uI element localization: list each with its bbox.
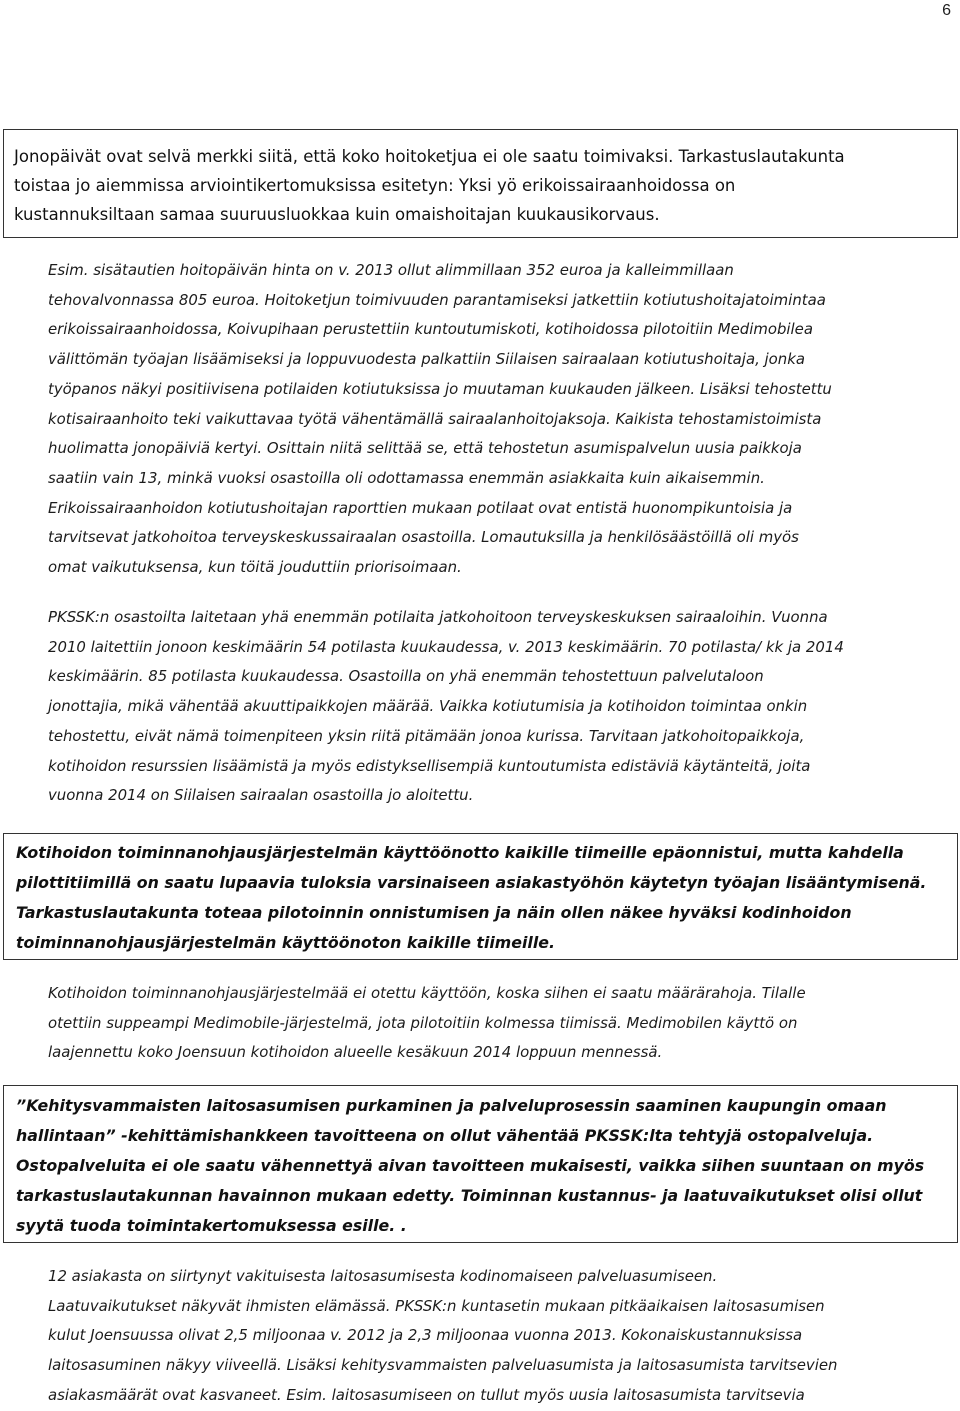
text-line: Kotihoidon toiminnanohjausjärjestelmää ei otettu käyttöön, koska siihen ei saatu määrärahoja. Tilalle <box>48 984 806 1002</box>
text-line: 12 asiakasta on siirtynyt vakituisesta laitosasumisesta kodinomaiseen palveluasumiseen. <box>48 1267 718 1285</box>
text-line: huolimatta jonopäiviä kertyi. Osittain niitä selittää se, että tehostetun asumispalvelun uusia paikkoja <box>48 439 802 458</box>
text-line: laajennettu koko Joensuun kotihoidon alueelle kesäkuun 2014 loppuun mennessä. <box>48 1043 663 1062</box>
text-line: PKSSK:n osastoilta laitetaan yhä enemmän potilaita jatkohoitoon terveyskeskuksen sairaaloihin. Vuonna <box>48 608 828 626</box>
text-line: Ostopalveluita ei ole saatu vähennettyä aivan tavoitteen mukaisesti, vaikka siihen suuntaan on myös <box>16 1156 925 1175</box>
text-line: kulut Joensuussa olivat 2,5 miljoonaa v. 2012 ja 2,3 miljoonaa vuonna 2013. Kokonaiskustannuksissa <box>48 1326 803 1345</box>
text-line: syytä tuoda toimintakertomuksessa esille. . <box>16 1216 407 1235</box>
highlight-box-hoitoketju <box>3 129 958 238</box>
text-line: työpanos näkyi positiivisena potilaiden kotiutuksissa jo muutaman kuukauden jälkeen. Lisäksi tehostettu <box>48 379 832 398</box>
highlight-box-text <box>16 838 957 958</box>
text-line: pilottitiimillä on saatu lupaavia tuloksia varsinaiseen asiakastyöhön käytetyn työajan lisääntymisenä. <box>16 873 927 892</box>
highlight-box-text <box>14 142 957 229</box>
text-line: laitosasuminen näkyy viiveellä. Lisäksi kehitysvammaisten palveluasumista ja laitosasumista tarvitsevien <box>48 1356 838 1375</box>
text-line: Laatuvaikutukset näkyvät ihmisten elämässä. PKSSK:n kuntasetin mukaan pitkäaikaisen laitosasumisen <box>48 1296 825 1315</box>
text-line: tehostettu, eivät nämä toimenpiteen yksin riitä pitämään jonoa kurissa. Tarvitaan jatkohoitopaikkoja, <box>48 726 805 745</box>
paragraph-toiminnanohjaus <box>48 979 953 1068</box>
text-line: Kotihoidon toiminnanohjausjärjestelmän käyttöönotto kaikille tiimeille epäonnistui, mutta kahdella <box>16 843 904 862</box>
text-line: tarvitsevat jatkohoitoa terveyskeskussairaalan osastoilla. Lomautuksilla ja henkilösäästöillä oli myös <box>48 528 799 547</box>
text-line: keskimäärin. 85 potilasta kuukaudessa. Osastoilla on yhä enemmän tehostettuun palvelutaloon <box>48 667 764 686</box>
highlight-box-kehitysvammaiset <box>3 1085 958 1243</box>
text-line: jonottajia, mikä vähentää akuuttipaikkojen määrää. Vaikka kotiutumisia ja kotihoidon toimintaa onkin <box>48 697 808 716</box>
text-line: erikoissairaanhoidossa, Koivupihaan perustettiin kuntoutumiskoti, kotihoidossa pilotoitiin Medimobilea <box>48 320 813 339</box>
text-line: kustannuksiltaan samaa suuruusluokkaa kuin omaishoitajan kuukausikorvaus. <box>14 205 660 224</box>
text-line: tarkastuslautakunnan havainnon mukaan edetty. Toiminnan kustannus- ja laatuvaikutukset olisi ollut <box>16 1186 923 1205</box>
text-line: tehovalvonnassa 805 euroa. Hoitoketjun toimivuuden parantamiseksi jatkettiin kotiutushoitajatoimintaa <box>48 290 826 309</box>
text-line: Tarkastuslautakunta toteaa pilotoinnin onnistumisen ja näin ollen näkee hyväksi kodinhoidon <box>16 903 852 922</box>
text-line: kotihoidon resurssien lisäämistä ja myös edistyksellisempiä kuntoutumista edistäviä käytänteitä, joita <box>48 756 811 775</box>
paragraph-hoitopaiva <box>48 256 953 583</box>
text-line: toistaa jo aiemmissa arviointikertomuksissa esitetyn: Yksi yö erikoissairaanhoidossa on <box>14 176 736 195</box>
text-line: 2010 laitettiin jonoon keskimäärin 54 potilasta kuukaudessa, v. 2013 keskimäärin. 70 potilasta/ kk ja 2014 <box>48 637 844 656</box>
text-line: hallintaan” -kehittämishankkeen tavoitteena on ollut vähentää PKSSK:lta tehtyjä ostopalveluja. <box>16 1126 874 1145</box>
text-line: saatiin vain 13, minkä vuoksi osastoilla oli odottamassa enemmän asiakkaita kuin aikaisemmin. <box>48 468 765 487</box>
text-line: Jonopäivät ovat selvä merkki siitä, että koko hoitoketjua ei ole saatu toimivaksi. Tarkastuslautakunta <box>14 147 845 166</box>
text-line: asiakasmäärät ovat kasvaneet. Esim. laitosasumiseen on tullut myös uusia laitosasumista tarvitsevia <box>48 1385 805 1404</box>
text-line: toiminnanohjausjärjestelmän käyttöönoton kaikille tiimeille. <box>16 933 555 952</box>
page-number: 6 <box>942 2 951 19</box>
text-line: kotisairaanhoito teki vaikuttavaa työtä vähentämällä sairaalanhoitojaksoja. Kaikista tehostamistoimista <box>48 409 822 428</box>
paragraph-pkssk-osastot <box>48 603 953 811</box>
text-line: otettiin suppeampi Medimobile-järjestelmä, jota pilotoitiin kolmessa tiimissä. Medimobilen käyttö on <box>48 1013 798 1032</box>
text-line: välittömän työajan lisäämiseksi ja loppuvuodesta palkattiin Siilaisen sairaalaan kotiutushoitaja, jonka <box>48 350 805 369</box>
text-line: Erikoissairaanhoidon kotiutushoitajan raporttien mukaan potilaat ovat entistä huonompikuntoisia ja <box>48 498 793 517</box>
highlight-box-kotihoito <box>3 833 958 960</box>
highlight-box-text <box>16 1091 957 1241</box>
paragraph-laitosasuminen <box>48 1262 953 1411</box>
text-line: omat vaikutuksensa, kun töitä jouduttiin priorisoimaan. <box>48 558 462 577</box>
text-line: vuonna 2014 on Siilaisen sairaalan osastoilla jo aloitettu. <box>48 786 474 805</box>
text-line: Esim. sisätautien hoitopäivän hinta on v. 2013 ollut alimmillaan 352 euroa ja kalleimmillaan <box>48 261 734 279</box>
text-line: ”Kehitysvammaisten laitosasumisen purkaminen ja palveluprosessin saaminen kaupungin omaan <box>16 1096 887 1115</box>
